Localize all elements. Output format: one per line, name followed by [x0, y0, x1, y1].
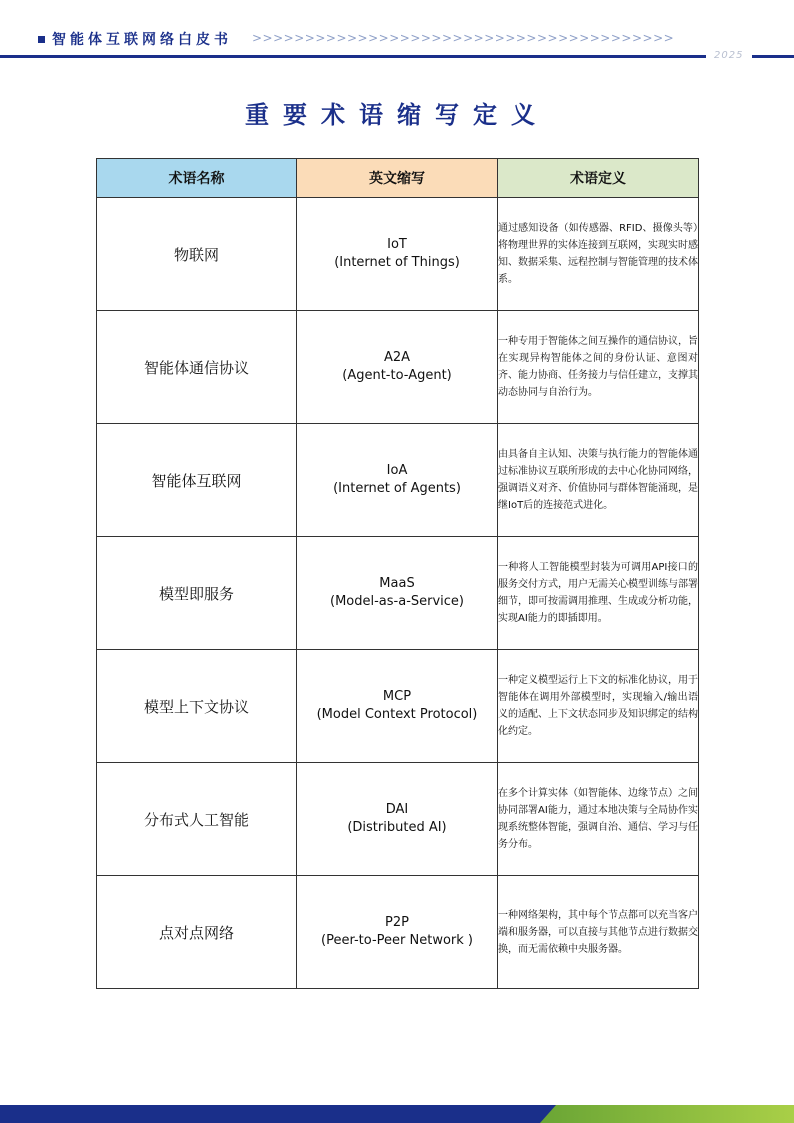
abbreviation-code: DAI — [385, 802, 409, 817]
column-header-definition: 术语定义 — [498, 159, 699, 198]
abbreviation-code: IoA — [386, 463, 408, 478]
column-header-abbreviation: 英文缩写 — [297, 159, 498, 198]
table-row — [97, 311, 699, 424]
header-year: 2025 — [714, 50, 744, 61]
term-definition: 通过感知设备（如传感器、RFID、摄像头等）将物理世界的实体连接到互联网，实现实时感知、数据采集、远程控制与智能管理的技术体系。 — [498, 198, 699, 311]
term-name: 物联网 — [97, 198, 297, 311]
header-chevrons-decoration: >>>>>>>>>>>>>>>>>>>>>>>>>>>>>>>>>>>>>>>> — [252, 31, 675, 45]
term-name: 分布式人工智能 — [97, 763, 297, 876]
term-name: 模型上下文协议 — [97, 650, 297, 763]
term-abbreviation — [297, 763, 498, 876]
table-header-row — [97, 159, 699, 198]
abbreviation-full: (Model-as-a-Service) — [330, 594, 464, 609]
term-abbreviation — [297, 424, 498, 537]
abbreviation-full: (Model Context Protocol) — [316, 707, 478, 722]
abbreviation-code: MCP — [382, 689, 412, 704]
term-name: 点对点网络 — [97, 876, 297, 989]
term-abbreviation — [297, 311, 498, 424]
term-abbreviation — [297, 198, 498, 311]
footer-band-green — [540, 1105, 794, 1123]
header-title: 智能体互联网络白皮书 — [52, 32, 232, 48]
header-rule — [0, 55, 706, 58]
term-abbreviation — [297, 876, 498, 989]
term-definition: 一种定义模型运行上下文的标准化协议，用于智能体在调用外部模型时，实现输入/输出语义的适配、上下文状态同步及知识绑定的结构化约定。 — [498, 650, 699, 763]
abbreviation-code: IoT — [387, 237, 407, 252]
page-title: 重要术语缩写定义 — [245, 101, 549, 129]
table-row — [97, 424, 699, 537]
abbreviation-code: A2A — [383, 350, 411, 365]
term-abbreviation — [297, 537, 498, 650]
term-definition: 在多个计算实体（如智能体、边缘节点）之间协同部署AI能力，通过本地决策与全局协作实现系统整体智能，强调自治、通信、学习与任务分布。 — [498, 763, 699, 876]
abbreviation-full: (Peer-to-Peer Network ) — [321, 933, 473, 948]
term-name: 智能体互联网 — [97, 424, 297, 537]
column-header-term-name: 术语名称 — [97, 159, 297, 198]
terms-table — [96, 158, 699, 989]
abbreviation-code: P2P — [385, 915, 409, 930]
term-name: 智能体通信协议 — [97, 311, 297, 424]
table-row — [97, 198, 699, 311]
term-definition: 由具备自主认知、决策与执行能力的智能体通过标准协议互联所形成的去中心化协同网络，强调语义对齐、价值协同与群体智能涌现，是继IoT后的连接范式进化。 — [498, 424, 699, 537]
abbreviation-full: (Internet of Things) — [334, 255, 460, 270]
header-rule-right — [752, 55, 794, 58]
abbreviation-code: MaaS — [379, 576, 415, 591]
table-row — [97, 876, 699, 989]
abbreviation-full: (Internet of Agents) — [333, 481, 461, 496]
term-definition: 一种专用于智能体之间互操作的通信协议，旨在实现异构智能体之间的身份认证、意图对齐、能力协商、任务接力与信任建立，支撑其动态协同与自治行为。 — [498, 311, 699, 424]
header-bullet-square — [38, 36, 45, 43]
term-abbreviation — [297, 650, 498, 763]
term-definition: 一种网络架构，其中每个节点都可以充当客户端和服务器，可以直接与其他节点进行数据交换，而无需依赖中央服务器。 — [498, 876, 699, 989]
term-definition: 一种将人工智能模型封装为可调用API接口的服务交付方式，用户无需关心模型训练与部署细节，即可按需调用推理、生成或分析功能，实现AI能力的即插即用。 — [498, 537, 699, 650]
table-row — [97, 537, 699, 650]
abbreviation-full: (Agent-to-Agent) — [342, 368, 452, 383]
table-row — [97, 763, 699, 876]
term-name: 模型即服务 — [97, 537, 297, 650]
table-row — [97, 650, 699, 763]
abbreviation-full: (Distributed AI) — [347, 820, 447, 835]
